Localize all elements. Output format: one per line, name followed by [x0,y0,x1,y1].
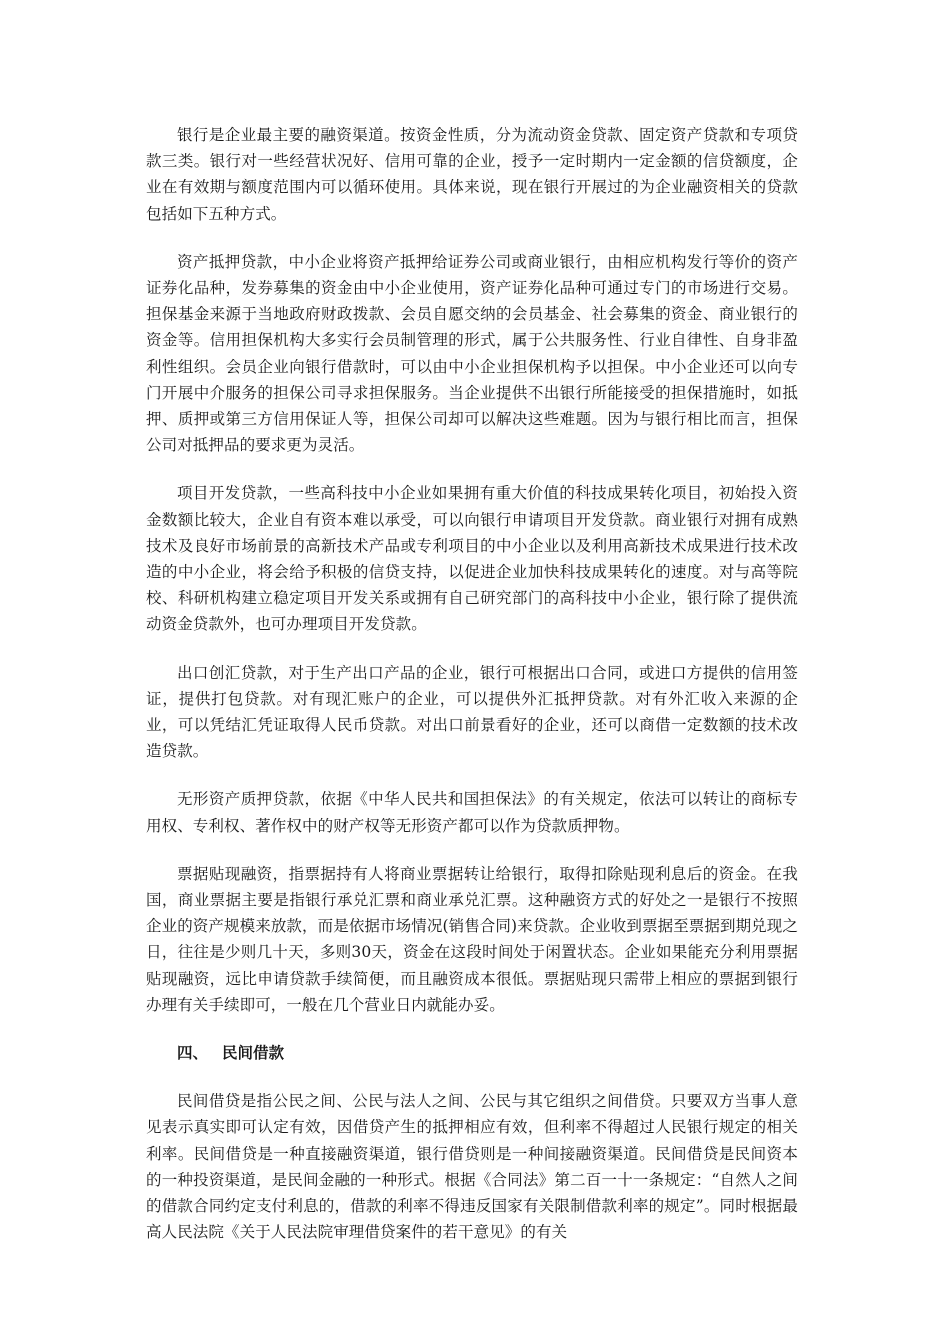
section-title: 民间借款 [222,1044,285,1063]
paragraph-project-development-loan: 项目开发贷款，一些高科技中小企业如果拥有重大价值的科技成果转化项目，初始投入资金数额比较大，企业自有资本难以承受，可以向银行申请项目开发贷款。商业银行对拥有成熟技术及良好市场前景的高新技术产品或专利项目的中小企业以及利用高新技术成果进行技术改造的中小企业，将会给予积极的信贷支持，以促进企业加快科技成果转化的速度。对与高等院校、科研机构建立稳定项目开发关系或拥有自己研究部门的高科技中小企业，银行除了提供流动资金贷款外，也可办理项目开发贷款。 [146,484,798,634]
paragraph-private-lending: 民间借贷是指公民之间、公民与法人之间、公民与其它组织之间借贷。只要双方当事人意见表示真实即可认定有效，因借贷产生的抵押相应有效，但利率不得超过人民银行规定的相关利率。民间借贷是一种直接融资渠道，银行借贷则是一种间接融资渠道。民间借贷是民间资本的一种投资渠道，是民间金融的一种形式。根据《合同法》第二百一十一条规定：“自然人之间的借款合同约定支付利息的，借款的利率不得违反国家有关限制借款利率的规定”。同时根据最高人民法院《关于人民法院审理借贷案件的若干意见》的有关 [146,1092,798,1242]
section-heading [146,1040,798,1066]
paragraph-export-loan: 出口创汇贷款，对于生产出口产品的企业，银行可根据出口合同，或进口方提供的信用签证，提供打包贷款。对有现汇账户的企业，可以提供外汇抵押贷款。对有外汇收入来源的企业，可以凭结汇凭证取得人民币贷款。对出口前景看好的企业，还可以商借一定数额的技术改造贷款。 [146,663,798,761]
section-number: 四、 [177,1044,209,1063]
paragraph-bank-channels: 银行是企业最主要的融资渠道。按资金性质，分为流动资金贷款、固定资产贷款和专项贷款三类。银行对一些经营状况好、信用可靠的企业，授予一定时期内一定金额的信贷额度，企业在有效期与额度范围内可以循环使用。具体来说，现在银行开展过的为企业融资相关的贷款包括如下五种方式。 [146,126,798,223]
paragraph-bill-discount: 票据贴现融资，指票据持有人将商业票据转让给银行，取得扣除贴现利息后的资金。在我国，商业票据主要是指银行承兑汇票和商业承兑汇票。这种融资方式的好处之一是银行不按照企业的资产规模来放款，而是依据市场情况(销售合同)来贷款。企业收到票据至票据到期兑现之日，往往是少则几十天，多则30天，资金在这段时间处于闲置状态。企业如果能充分利用票据贴现融资，远比申请贷款手续简便，而且融资成本很低。票据贴现只需带上相应的票据到银行办理有关手续即可，一般在几个营业日内就能办妥。 [146,864,798,1014]
paragraph-asset-mortgage-loan: 资产抵押贷款，中小企业将资产抵押给证券公司或商业银行，由相应机构发行等价的资产证券化品种，发券募集的资金由中小企业使用，资产证券化品种可通过专门的市场进行交易。担保基金来源于当地政府财政拨款、会员自愿交纳的会员基金、社会募集的资金、商业银行的资金等。信用担保机构大多实行会员制管理的形式，属于公共服务性、行业自律性、自身非盈利性组织。会员企业向银行借款时，可以由中小企业担保机构予以担保。中小企业还可以向专门开展中介服务的担保公司寻求担保服务。当企业提供不出银行所能接受的担保措施时，如抵押、质押或第三方信用保证人等，担保公司却可以解决这些难题。因为与银行相比而言，担保公司对抵押品的要求更为灵活。 [146,252,798,455]
document-body [146,122,798,1267]
paragraph-intangible-asset-loan: 无形资产质押贷款，依据《中华人民共和国担保法》的有关规定，依法可以转让的商标专用权、专利权、著作权中的财产权等无形资产都可以作为贷款质押物。 [146,790,798,835]
